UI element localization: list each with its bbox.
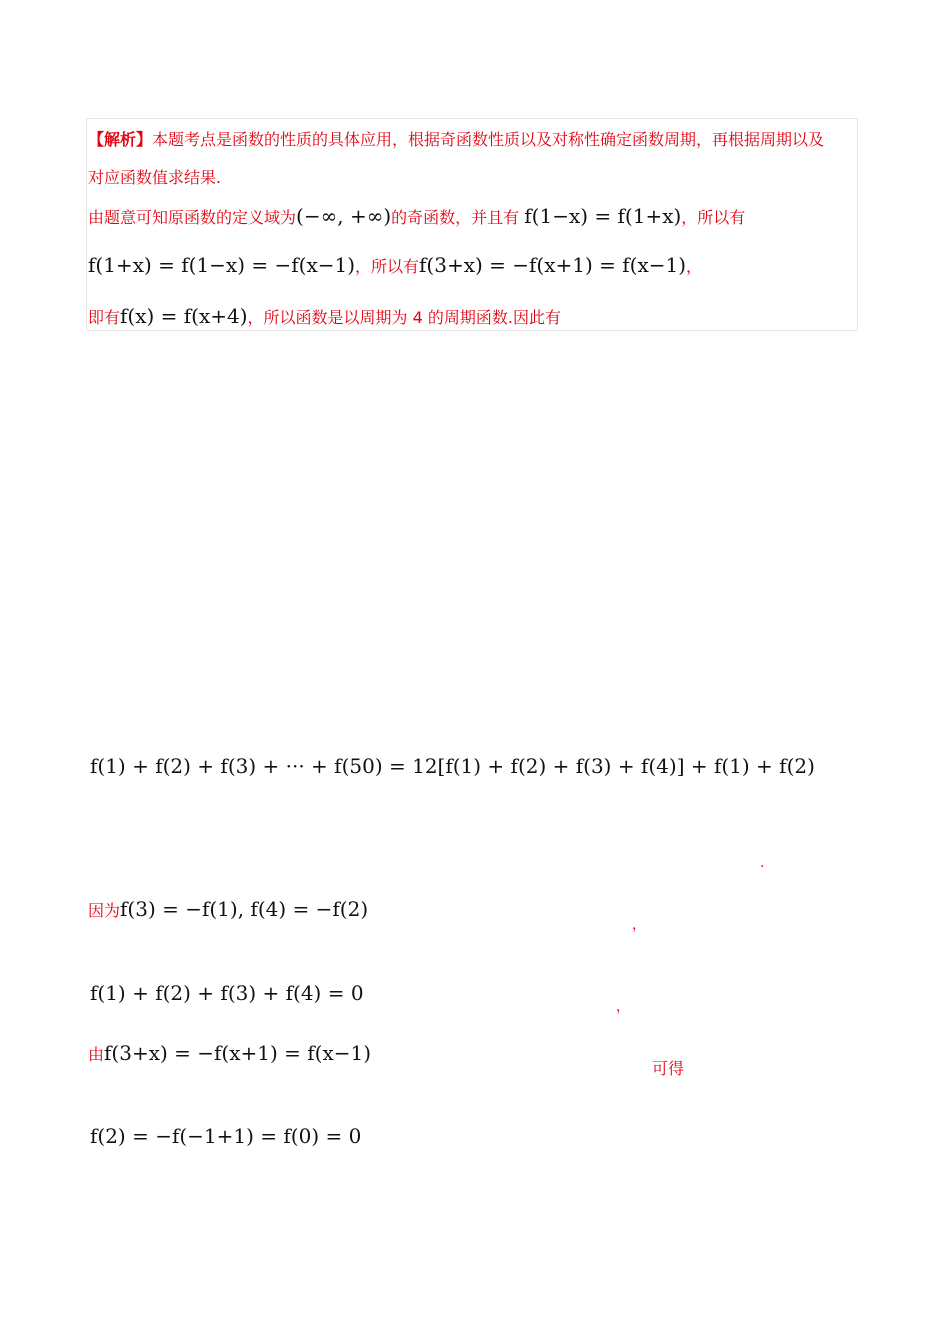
zero-sum-formula: f(1) + f(2) + f(3) + f(4) = 0 [90,981,364,1005]
from-formula: f(3+x) = −f(x+1) = f(x−1) [104,1041,372,1065]
analysis-line-5 [88,304,561,328]
analysis-line-2 [88,165,221,188]
get-label: 可得 [652,1059,685,1078]
from-label: 由 [88,1045,105,1064]
period-formula: f(x) = f(x+4) [120,304,248,328]
analysis-intro-2: 对应函数值求结果. [88,168,222,187]
line5-text-b: ，所以函数是以周期为 4 的周期函数.因此有 [247,308,561,327]
shift-formula: f(3+x) = −f(x+1) = f(x−1) [419,253,687,277]
line5-text-a: 即有 [88,308,121,327]
analysis-line-4 [88,253,702,277]
analysis-intro-1: 本题考点是函数的性质的具体应用，根据奇函数性质以及对称性确定函数周期，再根据周期以及 [152,130,825,149]
sum-formula: f(1) + f(2) + f(3) + ··· + f(50) = 12[f(1) + f(2) + f(3) + f(4)] + f(1) + f(2) [90,754,815,778]
line3-text-a: 由题意可知原函数的定义域为 [88,208,297,227]
comma-mark-2: ， [616,999,630,1015]
because-label: 因为 [88,901,121,920]
analysis-line-3 [88,204,745,228]
odd-symmetry-formula: f(1+x) = f(1−x) = −f(x−1) [88,253,356,277]
comma-mark-1: ， [632,917,646,933]
because-formula: f(3) = −f(1), f(4) = −f(2) [120,897,369,921]
analysis-line-1 [88,127,824,150]
analysis-label: 【解析】 [88,130,153,149]
line4-text-b: ，所以有 [355,257,420,276]
dot-mark: . [760,855,765,871]
because-line [88,897,368,921]
symmetry-formula: f(1−x) = f(1+x) [524,204,682,228]
line4-text-c: ， [686,257,703,276]
f2-formula: f(2) = −f(−1+1) = f(0) = 0 [90,1124,362,1148]
line3-text-c: ，所以有 [681,208,746,227]
from-line [88,1041,371,1065]
domain-formula: (−∞, +∞) [296,204,392,228]
line3-text-b: 的奇函数，并且有 [391,208,520,227]
